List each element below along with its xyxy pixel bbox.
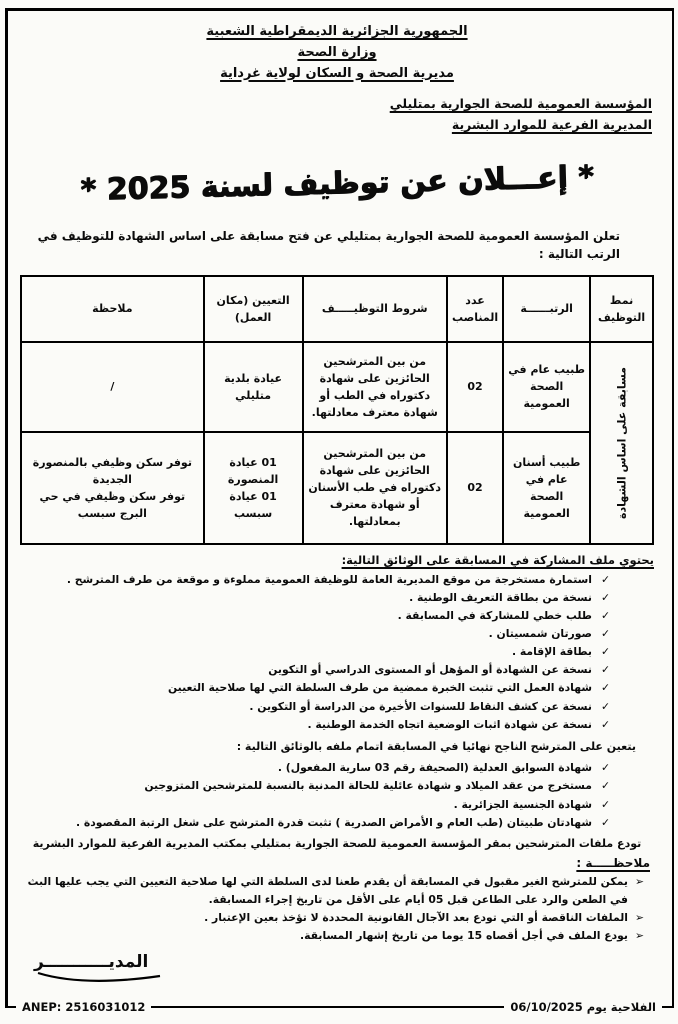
header-center <box>20 22 654 84</box>
table-row <box>21 342 653 432</box>
footer-rule-segment <box>662 1006 672 1008</box>
check-icon: ✓ <box>600 717 610 731</box>
note-cell <box>21 432 204 544</box>
check-icon: ✓ <box>600 779 610 793</box>
director-title: المديـــــــــــر <box>34 952 149 972</box>
establishment-name: المؤسسة العمومية للصحة الجوارية بمتليلي <box>389 96 652 112</box>
rank-cell: طبيب عام في الصحة العمومية <box>503 342 590 432</box>
list-item-text: نسخة عن شهادة اثبات الوضعية اتجاه الخدمة الوطنية . <box>307 717 592 731</box>
list-item-text: نسخة عن الشهادة أو المؤهل أو المستوى الدراسي أو التكوين <box>268 663 592 677</box>
positions-cell: 02 <box>447 342 503 432</box>
submission-paragraph: تودع ملفات المترشحين بمقر المؤسسة العمومية للصحة الجوارية بمتليلي بمكتب المديرية الفرعية للموارد البشرية <box>32 836 642 850</box>
list-item-text: يمكن للمترشح الغير مقبول في المسابقة أن يقدم طعنا لدى السلطة التي لها صلاحية التعيين التي يجب عليها البث في الطعن والرد على الطاعن قبل 05 أيام على الأقل من تاريخ إجراء المسابقة. <box>27 875 628 907</box>
list-item <box>20 661 610 679</box>
arrow-icon: ➢ <box>634 928 644 942</box>
list-item-text: يودع الملف في أجل أقصاه 15 يوما من تاريخ إشهار المسابقة. <box>300 928 628 942</box>
list-item <box>20 589 610 607</box>
header-republic-line: الجمهورية الجزائرية الديمقراطية الشعبية <box>206 24 468 39</box>
footer-rule-segment <box>6 1006 16 1008</box>
list-item <box>20 796 610 814</box>
director-signature-block <box>34 952 164 984</box>
anep-number: ANEP: 2516031012 <box>22 1000 146 1014</box>
footer-rule-segment <box>151 1006 504 1008</box>
col-header-conditions: شروط التوظيـــــف <box>303 276 447 342</box>
arrow-icon: ➢ <box>634 875 644 889</box>
table-row <box>21 432 653 544</box>
arrow-icon: ➢ <box>634 911 644 925</box>
conditions-cell: من بين المترشحين الحائزين على شهادة دكتوراه في طب الأسنان أو شهادة معترف بمعادلتها. <box>303 432 447 544</box>
note-line: / <box>110 380 115 394</box>
director-signature-flourish <box>34 970 164 984</box>
header-directorate-line: مديرية الصحة و السكان لولاية غرداية <box>220 65 454 81</box>
check-icon: ✓ <box>600 797 610 811</box>
check-icon: ✓ <box>600 572 610 586</box>
list-item <box>20 777 610 795</box>
list-item-text: شهادة السوابق العدلية (الصحيفة رقم 03 سارية المفعول) . <box>277 761 592 775</box>
documents-section-title: يحتوي ملف المشاركة في المسابقة على الوثائق التالية: <box>341 552 654 567</box>
list-item-text: نسخة من بطاقة التعريف الوطنية . <box>409 590 592 604</box>
recruitment-table <box>20 275 654 545</box>
list-item <box>20 625 610 643</box>
hr-subdirectorate-name: المديرية الفرعية للموارد البشرية <box>451 117 652 133</box>
list-item <box>20 927 644 945</box>
col-header-note: ملاحظة <box>21 276 204 342</box>
check-icon: ✓ <box>600 590 610 604</box>
list-item-text: مستخرج من عقد الميلاد و شهادة عائلية للحالة المدنية بالنسبة للمترشحين المتزوجين <box>144 779 592 793</box>
list-item <box>20 643 610 661</box>
list-item <box>20 607 610 625</box>
col-header-mode: نمط التوظيف <box>590 276 653 342</box>
assignment-line: عيادة بلدية متليلي <box>224 371 283 402</box>
list-item <box>20 571 610 589</box>
footer-rule <box>6 1000 672 1014</box>
intro-paragraph: تعلن المؤسسة العمومية للصحة الجوارية بمتليلي عن فتح مسابقة على اساس الشهادة للتوظيف في الرتب التالية : <box>37 228 620 261</box>
publication-info: الفلاحية يوم 06/10/2025 <box>510 1000 656 1014</box>
check-icon: ✓ <box>600 645 610 659</box>
documents-checklist <box>20 571 654 734</box>
list-item-text: الملفات الناقصة أو التي تودع بعد الآجال القانونية المحددة لا تؤخذ بعين الإعتبار . <box>204 911 628 925</box>
notes-list <box>20 873 654 944</box>
list-item <box>20 909 644 927</box>
note-line: توفر سكن وظيفي بالمنصورة الجديدة <box>32 455 192 486</box>
list-item <box>20 873 644 909</box>
list-item <box>20 759 610 777</box>
list-item-text: نسخة عن كشف النقاط للسنوات الأخيرة من الدراسة أو التكوين . <box>249 699 592 713</box>
check-icon: ✓ <box>600 663 610 677</box>
check-icon: ✓ <box>600 627 610 641</box>
final-docs-checklist <box>20 759 654 832</box>
header-ministry-line: وزارة الصحة <box>297 44 377 60</box>
list-item-text: بطاقة الإقامة . <box>511 645 592 659</box>
assignment-line: 01 عيادة سبسب <box>229 489 277 520</box>
announcement-title: * إعـــلان عن توظيف لسنة 2025 * <box>79 158 595 208</box>
mode-vertical-text: مسابقة على اساس الشهادة <box>615 366 629 519</box>
check-icon: ✓ <box>600 761 610 775</box>
assignment-cell <box>204 342 303 432</box>
list-item-text: طلب خطي للمشاركة في المسابقة . <box>397 608 592 622</box>
page-content <box>20 22 654 945</box>
note-line: توفر سكن وظيفي في حي البرج سبسب <box>39 489 186 520</box>
list-item-text: استمارة مستخرجة من موقع المديرية العامة للوظيفة العمومية مملوءة و موقعة من طرف المترشح . <box>66 572 592 586</box>
check-icon: ✓ <box>600 699 610 713</box>
rank-cell: طبيب أسنان عام في الصحة العمومية <box>503 432 590 544</box>
assignment-cell <box>204 432 303 544</box>
positions-cell: 02 <box>447 432 503 544</box>
note-cell <box>21 342 204 432</box>
list-item-text: شهادة العمل التي تثبت الخبرة ممضية من طرف السلطة التي لها صلاحية التعيين <box>167 681 592 695</box>
list-item <box>20 716 610 734</box>
check-icon: ✓ <box>600 815 610 829</box>
mode-cell <box>590 342 653 544</box>
col-header-rank: الرتبــــــة <box>503 276 590 342</box>
table-header-row <box>21 276 653 342</box>
list-item <box>20 698 610 716</box>
col-header-assignment: التعيين (مكان العمل) <box>204 276 303 342</box>
list-item-text: شهادة الجنسية الجزائرية . <box>453 797 592 811</box>
notes-section-title: ملاحظـــــة : <box>576 856 650 871</box>
conditions-cell: من بين المترشحين الحائزين على شهادة دكتوراه في الطب أو شهادة معترف معادلتها. <box>303 342 447 432</box>
header-right <box>20 94 654 135</box>
list-item-text: شهادتان طبيتان (طب العام و الأمراض الصدرية ) تثبت قدرة المترشح على شغل الرتبة المقصودة . <box>76 815 592 829</box>
list-item-text: صورتان شمسيتان . <box>488 627 592 641</box>
list-item <box>20 814 610 832</box>
assignment-line: 01 عيادة المنصورة <box>227 455 279 486</box>
final-docs-intro: يتعين على المترشح الناجح نهائيا في المسابقة اتمام ملفه بالوثائق التالية : <box>236 739 636 753</box>
col-header-positions: عدد المناصب <box>447 276 503 342</box>
list-item <box>20 679 610 697</box>
check-icon: ✓ <box>600 681 610 695</box>
check-icon: ✓ <box>600 608 610 622</box>
